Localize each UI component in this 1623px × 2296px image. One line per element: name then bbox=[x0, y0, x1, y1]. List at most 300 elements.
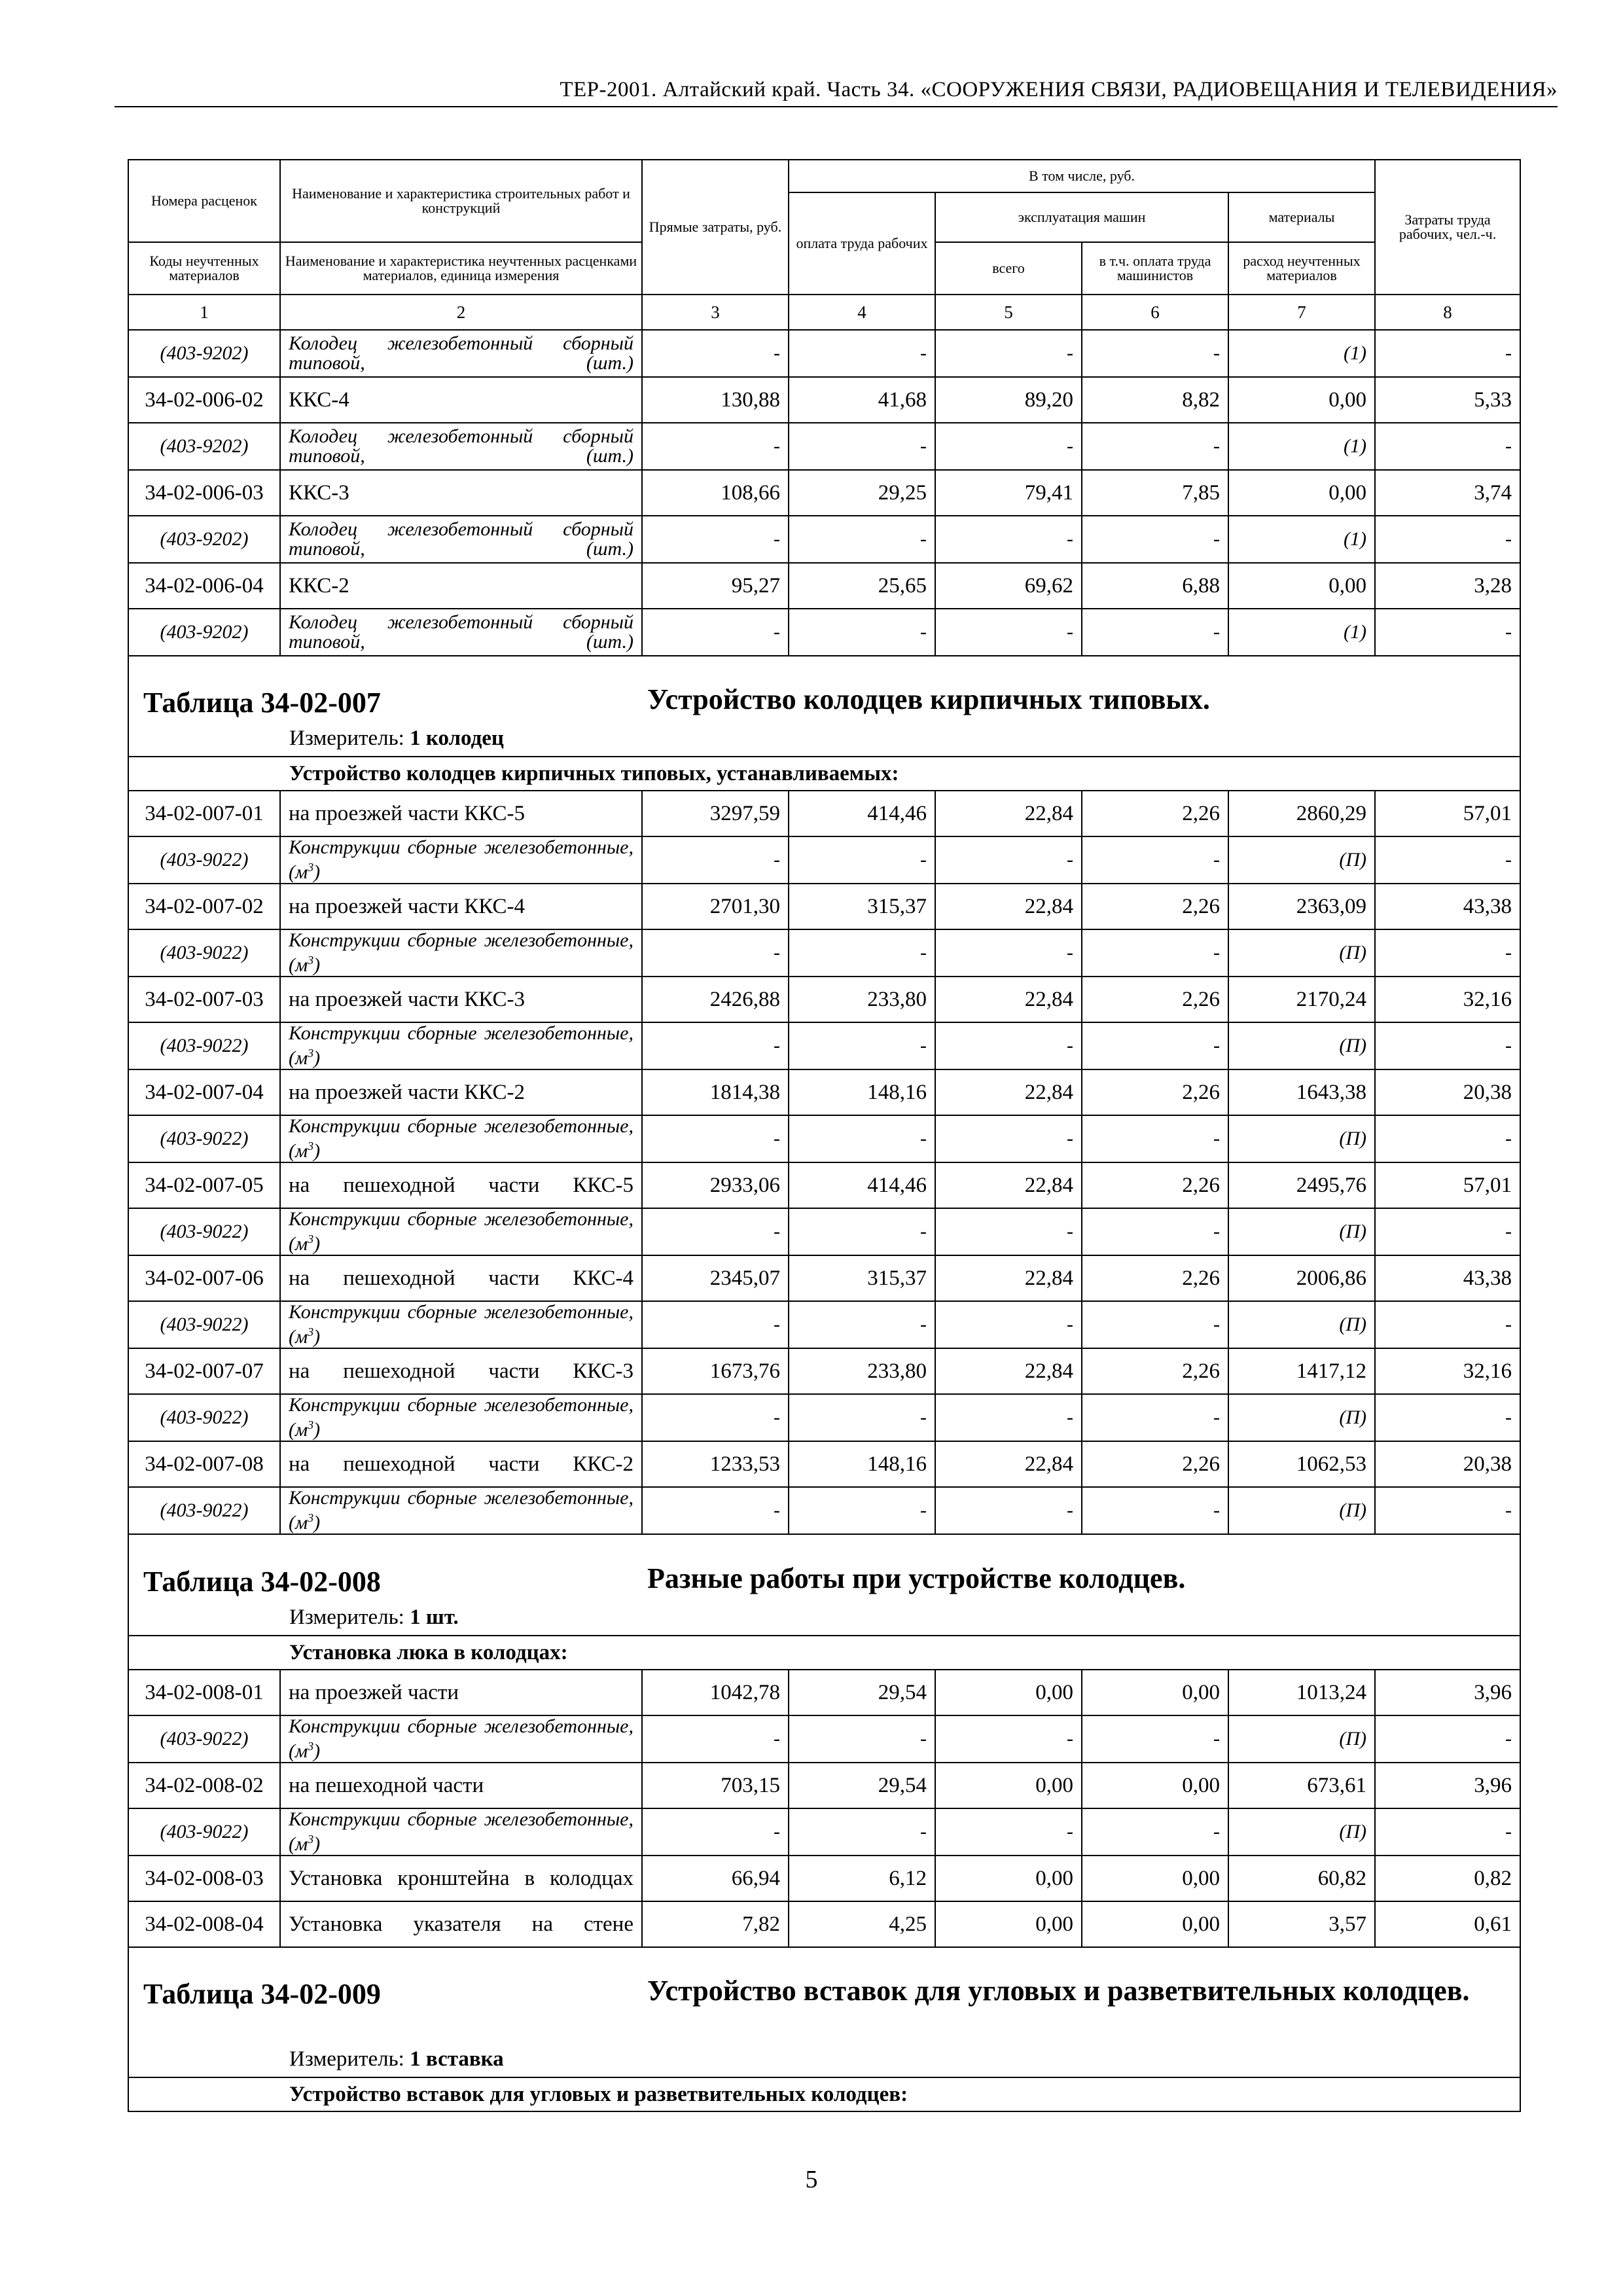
value-cell: 0,00 bbox=[1228, 563, 1375, 609]
section-heading: Установка люка в колодцах: bbox=[128, 1636, 1520, 1670]
value-cell: 1814,38 bbox=[642, 1069, 789, 1115]
rate-code: 34-02-006-04 bbox=[128, 563, 280, 609]
material-row bbox=[128, 1115, 1520, 1162]
value-cell: - bbox=[935, 1301, 1082, 1348]
rate-row bbox=[128, 563, 1520, 609]
unit-label: Измеритель: bbox=[289, 726, 404, 750]
unit-value: 1 вставка bbox=[410, 2047, 504, 2071]
material-row bbox=[128, 1487, 1520, 1534]
value-cell: (П) bbox=[1228, 1715, 1375, 1763]
rate-name: ККС-4 bbox=[280, 377, 642, 423]
value-cell: - bbox=[1375, 1115, 1520, 1162]
value-cell: 57,01 bbox=[1375, 791, 1520, 836]
superscript: 3 bbox=[308, 861, 314, 874]
value-cell: - bbox=[642, 1487, 789, 1534]
rate-code: 34-02-007-06 bbox=[128, 1255, 280, 1301]
value-cell: 8,82 bbox=[1082, 377, 1228, 423]
value-cell: - bbox=[1375, 423, 1520, 470]
value-cell: 0,00 bbox=[1082, 1901, 1228, 1947]
section-heading: Устройство колодцев кирпичных типовых, устанавливаемых: bbox=[128, 757, 1520, 791]
rate-code: 34-02-006-03 bbox=[128, 470, 280, 516]
material-row bbox=[128, 1208, 1520, 1255]
value-cell: 5,33 bbox=[1375, 377, 1520, 423]
col-number: 1 bbox=[128, 295, 280, 330]
value-cell: 95,27 bbox=[642, 563, 789, 609]
material-name: Колодец железобетонный сборный типовой, (шт.) bbox=[280, 330, 642, 377]
value-cell: 22,84 bbox=[935, 1162, 1082, 1208]
value-cell: - bbox=[935, 929, 1082, 977]
material-name: Конструкции сборные железобетонные, $(м^3)$ bbox=[280, 929, 642, 977]
value-cell: 673,61 bbox=[1228, 1763, 1375, 1808]
rate-name: на пешеходной части ККС-2 bbox=[280, 1441, 642, 1487]
value-cell: - bbox=[935, 609, 1082, 656]
material-name: Конструкции сборные железобетонные, $(м^3)$ bbox=[280, 1487, 642, 1534]
material-row bbox=[128, 929, 1520, 977]
value-cell: (П) bbox=[1228, 1487, 1375, 1534]
rate-row bbox=[128, 1162, 1520, 1208]
value-cell: 69,62 bbox=[935, 563, 1082, 609]
header-direct: Прямые затраты, руб. bbox=[642, 160, 789, 295]
header-mat-name: Наименование и характеристика неучтенных расценками материалов, единица измерения bbox=[280, 242, 642, 295]
rate-row bbox=[128, 1348, 1520, 1394]
superscript: 3 bbox=[308, 1418, 314, 1431]
material-row bbox=[128, 330, 1520, 377]
material-name: Конструкции сборные железобетонные, $(м^3)$ bbox=[280, 1394, 642, 1441]
value-cell: - bbox=[642, 836, 789, 884]
value-cell: (1) bbox=[1228, 609, 1375, 656]
value-cell: 1233,53 bbox=[642, 1441, 789, 1487]
value-cell: 2,26 bbox=[1082, 1162, 1228, 1208]
value-cell: (1) bbox=[1228, 516, 1375, 563]
value-cell: - bbox=[935, 1808, 1082, 1856]
col-number: 7 bbox=[1228, 295, 1375, 330]
header-materials: материалы bbox=[1228, 192, 1375, 242]
header-row-1 bbox=[128, 160, 1520, 192]
value-cell: - bbox=[1375, 1022, 1520, 1069]
col-number: 5 bbox=[935, 295, 1082, 330]
value-cell: (1) bbox=[1228, 423, 1375, 470]
value-cell: - bbox=[1375, 1394, 1520, 1441]
value-cell: 233,80 bbox=[789, 977, 935, 1022]
value-cell: - bbox=[789, 1487, 935, 1534]
table-title: Таблица 34-02-007 bbox=[143, 687, 381, 719]
value-cell: 89,20 bbox=[935, 377, 1082, 423]
value-cell: - bbox=[1082, 1487, 1228, 1534]
value-cell: - bbox=[1082, 1394, 1228, 1441]
value-cell: 32,16 bbox=[1375, 977, 1520, 1022]
header-including: В том числе, руб. bbox=[789, 160, 1375, 192]
table-title-cell bbox=[128, 1534, 1520, 1636]
value-cell: 20,38 bbox=[1375, 1441, 1520, 1487]
superscript: 3 bbox=[308, 1047, 314, 1060]
rate-name: ККС-3 bbox=[280, 470, 642, 516]
rate-row bbox=[128, 977, 1520, 1022]
rate-name: на пешеходной части bbox=[280, 1763, 642, 1808]
rate-name: на пешеходной части ККС-4 bbox=[280, 1255, 642, 1301]
value-cell: - bbox=[642, 929, 789, 977]
value-cell: 0,00 bbox=[1228, 377, 1375, 423]
material-name: Конструкции сборные железобетонные, $(м^3)$ bbox=[280, 1115, 642, 1162]
value-cell: 57,01 bbox=[1375, 1162, 1520, 1208]
rate-name: Установка кронштейна в колодцах bbox=[280, 1856, 642, 1901]
rate-code: 34-02-008-03 bbox=[128, 1856, 280, 1901]
value-cell: (П) bbox=[1228, 1208, 1375, 1255]
section-row bbox=[128, 1636, 1520, 1670]
value-cell: 2701,30 bbox=[642, 884, 789, 929]
table-title-cell bbox=[128, 656, 1520, 757]
value-cell: 2006,86 bbox=[1228, 1255, 1375, 1301]
rate-code: 34-02-008-01 bbox=[128, 1670, 280, 1715]
value-cell: - bbox=[1375, 330, 1520, 377]
rate-name: на проезжей части ККС-5 bbox=[280, 791, 642, 836]
superscript: 3 bbox=[308, 1740, 314, 1753]
value-cell: 414,46 bbox=[789, 791, 935, 836]
value-cell: 79,41 bbox=[935, 470, 1082, 516]
section-heading: Устройство вставок для угловых и разветвительных колодцев: bbox=[128, 2077, 1520, 2111]
material-row bbox=[128, 836, 1520, 884]
value-cell: 20,38 bbox=[1375, 1069, 1520, 1115]
value-cell: 3,57 bbox=[1228, 1901, 1375, 1947]
value-cell: 2933,06 bbox=[642, 1162, 789, 1208]
unit-label: Измеритель: bbox=[289, 1605, 404, 1629]
value-cell: - bbox=[1082, 1715, 1228, 1763]
value-cell: 2170,24 bbox=[1228, 977, 1375, 1022]
table-description: Разные работы при устройстве колодцев. bbox=[647, 1562, 1186, 1594]
value-cell: - bbox=[789, 1394, 935, 1441]
value-cell: 2,26 bbox=[1082, 1069, 1228, 1115]
value-cell: 0,00 bbox=[935, 1901, 1082, 1947]
value-cell: (П) bbox=[1228, 1808, 1375, 1856]
material-row bbox=[128, 609, 1520, 656]
value-cell: 1643,38 bbox=[1228, 1069, 1375, 1115]
value-cell: - bbox=[935, 423, 1082, 470]
value-cell: - bbox=[1082, 1115, 1228, 1162]
table-title-row bbox=[128, 1534, 1520, 1636]
material-code: (403-9202) bbox=[128, 330, 280, 377]
value-cell: - bbox=[1082, 1808, 1228, 1856]
value-cell: - bbox=[642, 609, 789, 656]
value-cell: 22,84 bbox=[935, 791, 1082, 836]
value-cell: 2426,88 bbox=[642, 977, 789, 1022]
rate-name: на проезжей части ККС-2 bbox=[280, 1069, 642, 1115]
value-cell: 0,61 bbox=[1375, 1901, 1520, 1947]
rate-row bbox=[128, 884, 1520, 929]
unit-label: Измеритель: bbox=[289, 2047, 404, 2071]
rate-code: 34-02-007-03 bbox=[128, 977, 280, 1022]
table-description: Устройство колодцев кирпичных типовых. bbox=[647, 683, 1210, 715]
value-cell: 3,28 bbox=[1375, 563, 1520, 609]
table-title-row bbox=[128, 1947, 1520, 2077]
value-cell: 22,84 bbox=[935, 1069, 1082, 1115]
value-cell: 1417,12 bbox=[1228, 1348, 1375, 1394]
value-cell: 41,68 bbox=[789, 377, 935, 423]
material-name: Конструкции сборные железобетонные, $(м^3)$ bbox=[280, 1808, 642, 1856]
value-cell: - bbox=[642, 1208, 789, 1255]
value-cell: 0,82 bbox=[1375, 1856, 1520, 1901]
value-cell: 3,96 bbox=[1375, 1670, 1520, 1715]
value-cell: - bbox=[642, 516, 789, 563]
value-cell: 1062,53 bbox=[1228, 1441, 1375, 1487]
col-number: 4 bbox=[789, 295, 935, 330]
value-cell: - bbox=[1082, 423, 1228, 470]
material-name: Конструкции сборные железобетонные, $(м^3)$ bbox=[280, 1208, 642, 1255]
material-name: Колодец железобетонный сборный типовой, (шт.) bbox=[280, 609, 642, 656]
value-cell: 148,16 bbox=[789, 1441, 935, 1487]
value-cell: - bbox=[789, 1808, 935, 1856]
value-cell: 2,26 bbox=[1082, 1255, 1228, 1301]
value-cell: - bbox=[935, 836, 1082, 884]
rate-row bbox=[128, 1856, 1520, 1901]
value-cell: 22,84 bbox=[935, 1348, 1082, 1394]
value-cell: 7,82 bbox=[642, 1901, 789, 1947]
rate-row bbox=[128, 1901, 1520, 1947]
value-cell: 2,26 bbox=[1082, 1441, 1228, 1487]
header-labor-pay: оплата труда рабочих bbox=[789, 192, 935, 295]
value-cell: 29,25 bbox=[789, 470, 935, 516]
value-cell: - bbox=[789, 836, 935, 884]
page-number: 5 bbox=[805, 2166, 818, 2193]
header-machines: эксплуатация машин bbox=[935, 192, 1228, 242]
rate-code: 34-02-007-05 bbox=[128, 1162, 280, 1208]
value-cell: 29,54 bbox=[789, 1670, 935, 1715]
rate-row bbox=[128, 1763, 1520, 1808]
value-cell: - bbox=[935, 330, 1082, 377]
value-cell: 315,37 bbox=[789, 884, 935, 929]
value-cell: 2495,76 bbox=[1228, 1162, 1375, 1208]
table-title-cell bbox=[128, 1947, 1520, 2077]
material-row bbox=[128, 1301, 1520, 1348]
material-code: (403-9022) bbox=[128, 1115, 280, 1162]
value-cell: - bbox=[1375, 1487, 1520, 1534]
material-code: (403-9022) bbox=[128, 929, 280, 977]
value-cell: 0,00 bbox=[1082, 1763, 1228, 1808]
value-cell: - bbox=[789, 1301, 935, 1348]
value-cell: - bbox=[642, 330, 789, 377]
value-cell: - bbox=[935, 1022, 1082, 1069]
material-row bbox=[128, 1394, 1520, 1441]
running-header bbox=[115, 73, 1558, 107]
value-cell: 2,26 bbox=[1082, 791, 1228, 836]
value-cell: - bbox=[789, 609, 935, 656]
rate-code: 34-02-006-02 bbox=[128, 377, 280, 423]
material-code: (403-9202) bbox=[128, 423, 280, 470]
value-cell: - bbox=[1082, 1301, 1228, 1348]
table-title: Таблица 34-02-008 bbox=[143, 1566, 381, 1598]
material-name: Конструкции сборные железобетонные, $(м^3)$ bbox=[280, 836, 642, 884]
value-cell: 25,65 bbox=[789, 563, 935, 609]
value-cell: - bbox=[935, 1487, 1082, 1534]
superscript: 3 bbox=[308, 954, 314, 967]
value-cell: 6,12 bbox=[789, 1856, 935, 1901]
value-cell: (П) bbox=[1228, 1394, 1375, 1441]
table-description: Устройство вставок для угловых и разветвительных колодцев. bbox=[647, 1975, 1470, 2007]
material-code: (403-9202) bbox=[128, 516, 280, 563]
rates-table bbox=[128, 159, 1521, 2112]
value-cell: - bbox=[1082, 836, 1228, 884]
value-cell: 108,66 bbox=[642, 470, 789, 516]
value-cell: 0,00 bbox=[1228, 470, 1375, 516]
value-cell: - bbox=[1375, 609, 1520, 656]
unit-value: 1 шт. bbox=[410, 1605, 459, 1629]
value-cell: - bbox=[1375, 836, 1520, 884]
value-cell: (П) bbox=[1228, 929, 1375, 977]
table-title-row bbox=[128, 656, 1520, 757]
value-cell: - bbox=[1375, 1715, 1520, 1763]
material-name: Конструкции сборные железобетонные, $(м^3)$ bbox=[280, 1715, 642, 1763]
header-labor-cost: Затраты труда рабочих, чел.-ч. bbox=[1375, 160, 1520, 295]
value-cell: 315,37 bbox=[789, 1255, 935, 1301]
value-cell: 32,16 bbox=[1375, 1348, 1520, 1394]
value-cell: - bbox=[789, 1715, 935, 1763]
value-cell: - bbox=[642, 1808, 789, 1856]
value-cell: - bbox=[1375, 516, 1520, 563]
section-row bbox=[128, 757, 1520, 791]
material-code: (403-9022) bbox=[128, 1208, 280, 1255]
value-cell: 148,16 bbox=[789, 1069, 935, 1115]
material-name: Конструкции сборные железобетонные, $(м^3)$ bbox=[280, 1022, 642, 1069]
value-cell: - bbox=[642, 1715, 789, 1763]
value-cell: (1) bbox=[1228, 330, 1375, 377]
value-cell: (П) bbox=[1228, 1301, 1375, 1348]
value-cell: 29,54 bbox=[789, 1763, 935, 1808]
value-cell: 0,00 bbox=[935, 1856, 1082, 1901]
rate-row bbox=[128, 1069, 1520, 1115]
header-name: Наименование и характеристика строительных работ и конструкций bbox=[280, 160, 642, 242]
rate-row bbox=[128, 1670, 1520, 1715]
value-cell: 43,38 bbox=[1375, 1255, 1520, 1301]
value-cell: - bbox=[642, 1394, 789, 1441]
value-cell: - bbox=[935, 1394, 1082, 1441]
value-cell: 66,94 bbox=[642, 1856, 789, 1901]
value-cell: 3,96 bbox=[1375, 1763, 1520, 1808]
superscript: 3 bbox=[308, 1325, 314, 1338]
value-cell: - bbox=[1375, 929, 1520, 977]
value-cell: - bbox=[789, 330, 935, 377]
value-cell: 2345,07 bbox=[642, 1255, 789, 1301]
rate-name: Установка указателя на стене bbox=[280, 1901, 642, 1947]
value-cell: 2,26 bbox=[1082, 884, 1228, 929]
value-cell: - bbox=[642, 1022, 789, 1069]
table-unit bbox=[289, 2047, 504, 2072]
rate-row bbox=[128, 791, 1520, 836]
superscript: 3 bbox=[308, 1139, 314, 1153]
material-code: (403-9022) bbox=[128, 1301, 280, 1348]
value-cell: 1673,76 bbox=[642, 1348, 789, 1394]
value-cell: 0,00 bbox=[1082, 1670, 1228, 1715]
value-cell: - bbox=[1082, 609, 1228, 656]
rate-name: на проезжей части ККС-3 bbox=[280, 977, 642, 1022]
col-number: 8 bbox=[1375, 295, 1520, 330]
value-cell: 414,46 bbox=[789, 1162, 935, 1208]
value-cell: (П) bbox=[1228, 1115, 1375, 1162]
value-cell: 1042,78 bbox=[642, 1670, 789, 1715]
value-cell: 22,84 bbox=[935, 1255, 1082, 1301]
value-cell: - bbox=[789, 929, 935, 977]
value-cell: - bbox=[789, 1208, 935, 1255]
material-name: Конструкции сборные железобетонные, $(м^3)$ bbox=[280, 1301, 642, 1348]
material-code: (403-9022) bbox=[128, 836, 280, 884]
value-cell: 1013,24 bbox=[1228, 1670, 1375, 1715]
header-mat-usage: расход неучтенных матеpиалов bbox=[1228, 242, 1375, 295]
value-cell: - bbox=[1375, 1808, 1520, 1856]
value-cell: 0,00 bbox=[935, 1670, 1082, 1715]
material-code: (403-9022) bbox=[128, 1715, 280, 1763]
material-code: (403-9022) bbox=[128, 1394, 280, 1441]
section-row bbox=[128, 2077, 1520, 2111]
value-cell: - bbox=[1082, 1208, 1228, 1255]
rate-code: 34-02-007-02 bbox=[128, 884, 280, 929]
value-cell: 22,84 bbox=[935, 884, 1082, 929]
col-number: 3 bbox=[642, 295, 789, 330]
rate-name: на пешеходной части ККС-5 bbox=[280, 1162, 642, 1208]
value-cell: 22,84 bbox=[935, 977, 1082, 1022]
value-cell: 3297,59 bbox=[642, 791, 789, 836]
rate-code: 34-02-007-04 bbox=[128, 1069, 280, 1115]
value-cell: - bbox=[789, 1022, 935, 1069]
header-machines-pay: в т.ч. оплата труда машинистов bbox=[1082, 242, 1228, 295]
value-cell: - bbox=[935, 1715, 1082, 1763]
table-title: Таблица 34-02-009 bbox=[143, 1978, 381, 2010]
header-machines-total: всего bbox=[935, 242, 1082, 295]
value-cell: - bbox=[642, 1301, 789, 1348]
value-cell: (П) bbox=[1228, 1022, 1375, 1069]
value-cell: - bbox=[1375, 1301, 1520, 1348]
value-cell: 0,00 bbox=[935, 1763, 1082, 1808]
superscript: 3 bbox=[308, 1511, 314, 1524]
material-row bbox=[128, 1715, 1520, 1763]
value-cell: 2,26 bbox=[1082, 977, 1228, 1022]
rate-name: ККС-2 bbox=[280, 563, 642, 609]
value-cell: 43,38 bbox=[1375, 884, 1520, 929]
value-cell: 2363,09 bbox=[1228, 884, 1375, 929]
rate-name: на пешеходной части ККС-3 bbox=[280, 1348, 642, 1394]
material-row bbox=[128, 516, 1520, 563]
header-codes: Номера расценок bbox=[128, 160, 280, 242]
value-cell: - bbox=[1375, 1208, 1520, 1255]
rate-row bbox=[128, 470, 1520, 516]
value-cell: 22,84 bbox=[935, 1441, 1082, 1487]
rate-name: на проезжей части ККС-4 bbox=[280, 884, 642, 929]
material-code: (403-9022) bbox=[128, 1487, 280, 1534]
material-name: Колодец железобетонный сборный типовой, (шт.) bbox=[280, 516, 642, 563]
rate-code: 34-02-008-04 bbox=[128, 1901, 280, 1947]
value-cell: 703,15 bbox=[642, 1763, 789, 1808]
rate-row bbox=[128, 1441, 1520, 1487]
material-name: Колодец железобетонный сборный типовой, (шт.) bbox=[280, 423, 642, 470]
col-number: 2 bbox=[280, 295, 642, 330]
value-cell: 130,88 bbox=[642, 377, 789, 423]
value-cell: - bbox=[789, 1115, 935, 1162]
value-cell: 6,88 bbox=[1082, 563, 1228, 609]
rate-code: 34-02-007-01 bbox=[128, 791, 280, 836]
material-code: (403-9022) bbox=[128, 1808, 280, 1856]
material-row bbox=[128, 1022, 1520, 1069]
material-row bbox=[128, 423, 1520, 470]
unit-value: 1 колодец bbox=[410, 726, 504, 750]
rate-code: 34-02-007-08 bbox=[128, 1441, 280, 1487]
value-cell: - bbox=[935, 1208, 1082, 1255]
value-cell: - bbox=[789, 516, 935, 563]
value-cell: 0,00 bbox=[1082, 1856, 1228, 1901]
superscript: 3 bbox=[308, 1232, 314, 1246]
rate-row bbox=[128, 377, 1520, 423]
material-row bbox=[128, 1808, 1520, 1856]
value-cell: - bbox=[1082, 330, 1228, 377]
rate-name: на проезжей части bbox=[280, 1670, 642, 1715]
value-cell: - bbox=[642, 1115, 789, 1162]
rate-row bbox=[128, 1255, 1520, 1301]
value-cell: (П) bbox=[1228, 836, 1375, 884]
